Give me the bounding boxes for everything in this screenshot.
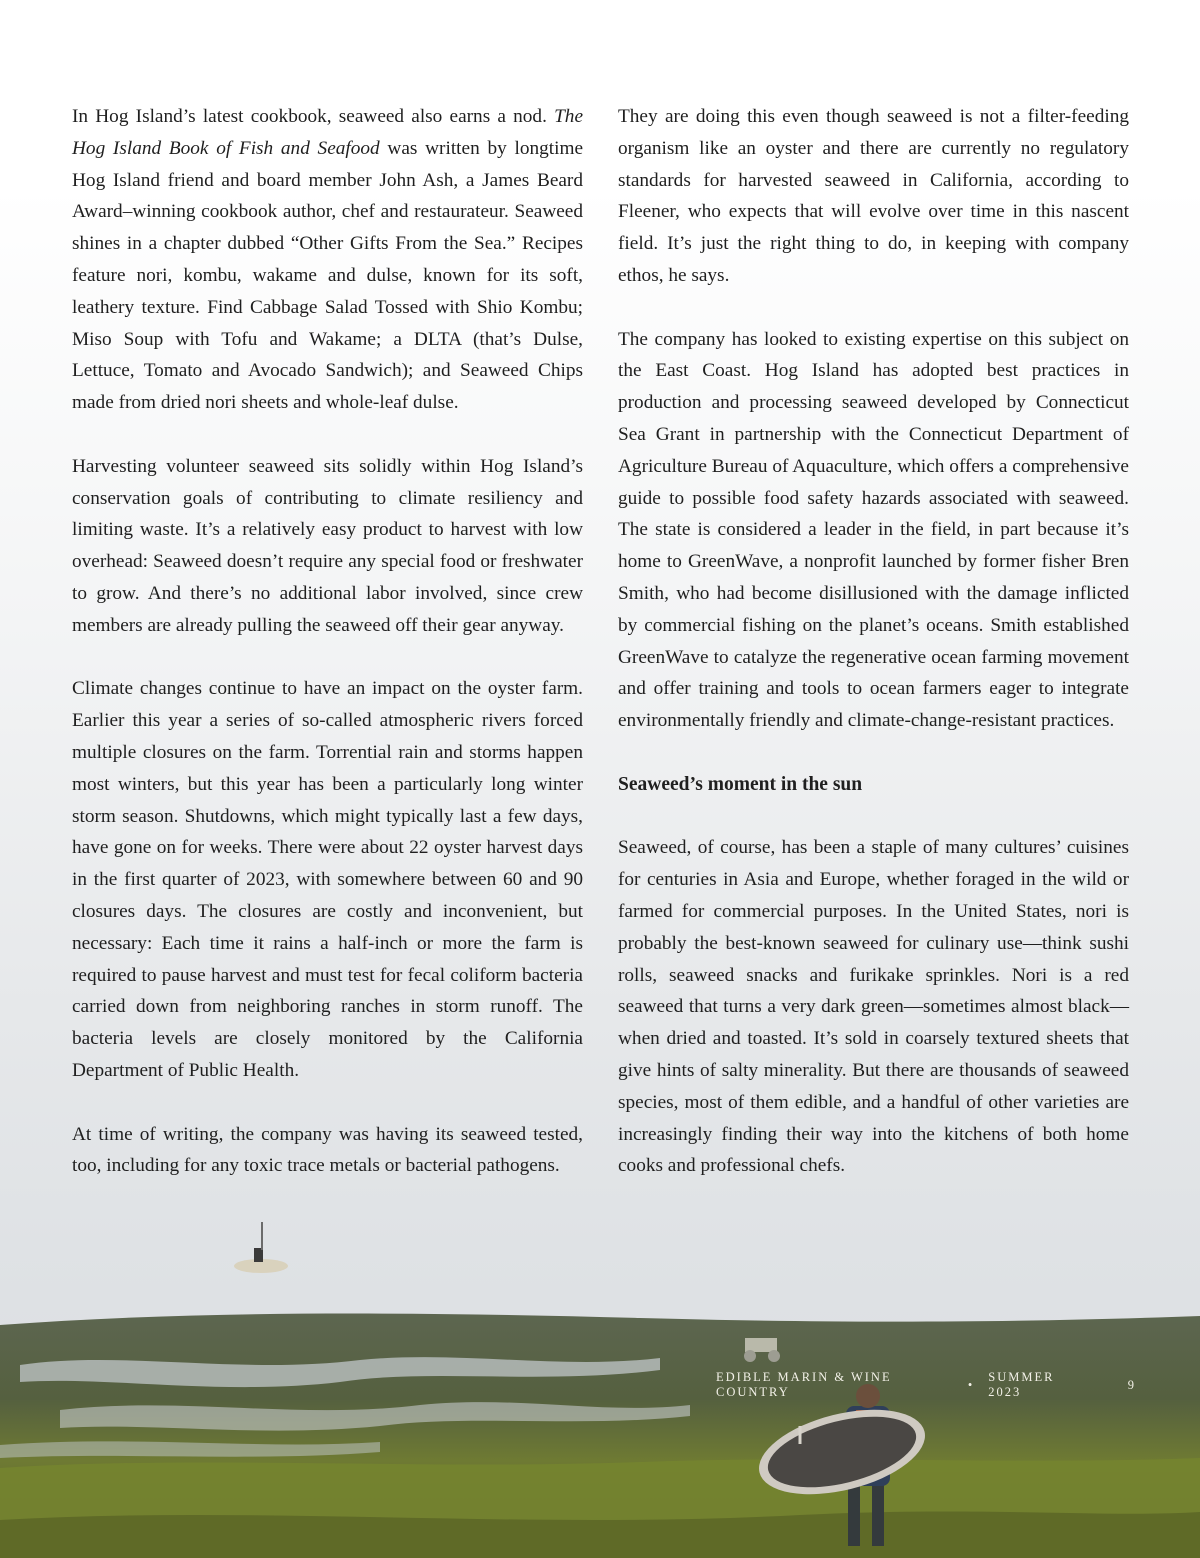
paragraph-seaweed-staple: Seaweed, of course, has been a staple of many cultures’ cuisines for centuries in Asia and Europe, whether foraged in the wild or farmed for commercial purposes. In the United States, nori is probably the best-known seaweed for culinary use—think sushi rolls, seaweed snacks and furikake sprinkles. Nori is a red seaweed that turns a very dark green—sometimes almost black—when dried and toasted. It’s sold in coarsely textured sheets that give hints of salty minerality. But there are thousands of seaweed species, most of them edible, and a handful of other varieties are increasingly finding their way into the kitchens of both home cooks and professional chefs. <box>618 837 1129 1177</box>
right-column <box>618 101 1129 1214</box>
paragraph-testing: At time of writing, the company was having its seaweed tested, too, including for any toxic trace metals or bacterial pathogens. <box>72 1123 583 1177</box>
paragraph-filter-feeding: They are doing this even though seaweed is not a filter-feeding organism like an oyster and there are currently no regulatory standards for harvested seaweed in California, according to Fleener, who expects that will evolve over time in this nascent field. It’s just the right thing to do, in keeping with company ethos, he says. <box>618 106 1129 286</box>
page-number: 9 <box>1127 1377 1136 1392</box>
boat <box>234 1222 288 1273</box>
publication-name: EDIBLE MARIN & WINE COUNTRY <box>716 1370 892 1399</box>
left-column <box>72 101 583 1214</box>
paragraph-volunteer-seaweed: Harvesting volunteer seaweed sits solidly within Hog Island’s conservation goals of contributing to climate resiliency and limiting waste. It’s a relatively easy product to harvest with low overhead: Seaweed doesn’t require any special food or freshwater to grow. And there’s no additional labor involved, since crew members are already pulling the seaweed off their gear anyway. <box>72 455 583 636</box>
book-title: The Hog Island Book of Fish and Seafood <box>72 106 583 159</box>
issue-date: SUMMER 2023 <box>988 1370 1055 1399</box>
footer-separator: • <box>967 1377 975 1392</box>
page-footer <box>716 1370 1136 1400</box>
paragraph-climate-changes: Climate changes continue to have an impact on the oyster farm. Earlier this year a series of so-called atmospheric rivers forced multiple closures on the farm. Torrential rain and storms happen most winters, but this year has been a particularly long winter storm season. Shutdowns, which might typically last a few days, have gone on for weeks. There were about 22 oyster harvest days in the first quarter of 2023, with somewhere between 60 and 90 closures days. The closures are costly and inconvenient, but necessary: Each time it rains a half-inch or more the farm is required to pause harvest and must test for fecal coliform bacteria carried down from neighboring ranches in storm runoff. The bacteria levels are closely monitored by the California Department of Public Health. <box>72 678 583 1081</box>
subheading: Seaweed’s moment in the sun <box>618 773 863 795</box>
paragraph-cookbook: In Hog Island’s latest cookbook, seaweed also earns a nod. The Hog Island Book of Fish and Seafood was written by longtime Hog Island friend and board member John Ash, a James Beard Award–winning cookbook author, chef and restaurateur. Seaweed shines in a chapter dubbed “Other Gifts From the Sea.” Recipes feature nori, kombu, wakame and dulse, known for its soft, leathery texture. Find Cabbage Salad Tossed with Shio Kombu; Miso Soup with Tofu and Wakame; a DLTA (that’s Dulse, Lettuce, Tomato and Avocado Sandwich); and Seaweed Chips made from dried nori sheets and whole-leaf dulse. <box>72 106 584 414</box>
paragraph-east-coast: The company has looked to existing expertise on this subject on the East Coast. Hog Island has adopted best practices in production and processing seaweed developed by Connecticut Sea Grant in partnership with the Connecticut Department of Agriculture Bureau of Aquaculture, which offers a comprehensive guide to possible food safety hazards associated with seaweed. The state is considered a leader in the field, in part because it’s home to GreenWave, a nonprofit launched by former fisher Bren Smith, who had become disillusioned with the damage inflicted by commercial fishing on the planet’s oceans. Smith established GreenWave to catalyze the regenerative ocean farming movement and offer training and tools to ocean farmers eager to integrate environmentally friendly and climate-change-resistant practices. <box>618 328 1129 732</box>
